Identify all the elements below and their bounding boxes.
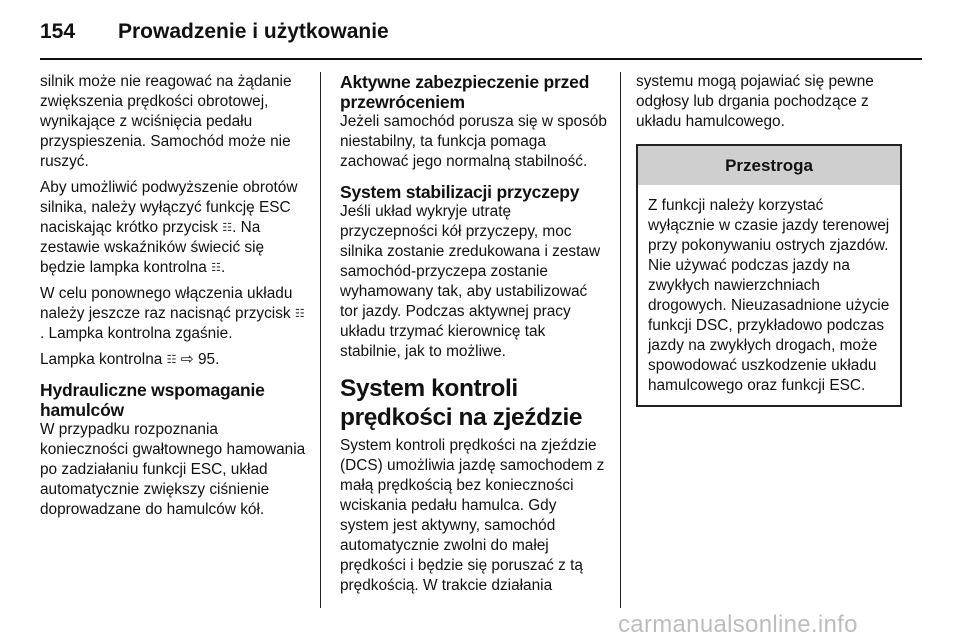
reference-arrow-icon: ⇨ (180, 351, 194, 368)
esc-off-icon: ☷ (211, 262, 221, 274)
paragraph: System kontroli prędkości na zjeździe (DCS) umożliwia jazdę samochodem z małą prędkością bez konieczności wciskania pedału hamulca. Gdy system jest aktywny, samochód automatycznie zwolni do małej prędkości i będzie się poruszać z tą prędkością. W trakcie działania (340, 437, 605, 594)
page-number: 154 (40, 20, 76, 43)
caution-box (636, 144, 902, 407)
paragraph: W przypadku rozpoznania konieczności gwałtownego hamowania po zadziałaniu funkcji ESC, układ automatycznie zwiększy ciśnienie doprowadzane do hamulców kół. (40, 421, 306, 518)
column-2 (340, 72, 608, 602)
watermark: carmanualsonline.info (618, 611, 858, 638)
column-divider (620, 72, 621, 608)
paragraph: Jeśli układ wykryje utratę przyczepności kół przyczepy, moc silnika zostanie zredukowana i zestaw samochód-przyczepa zostanie wyhamowany tak, aby ustabilizować tor jazdy. Podczas aktywnej pracy układu trzymać kierownicę tak stabilnie, jak to możliwe. (340, 203, 601, 360)
caution-text: Z funkcji należy korzystać wyłącznie w czasie jazdy terenowej przy pokonywaniu ostrych zjazdów. Nie używać podczas jazdy na zwykłych nawierzchniach drogowych. Nieuzasadnione użycie funkcji DSC, przykładowo podczas jazdy na zwykłych drogach, może spowodować uszkodzenie układu hamulcowego oraz funkcji ESC. (648, 197, 890, 394)
esc-off-icon: ☷ (222, 222, 233, 234)
chapter-heading: System kontroli prędkości na zjeździe (340, 375, 583, 431)
paragraph: silnik może nie reagować na żądanie zwiększenia prędkości obrotowej, wynikające z wciśnięcia pedału przyspieszenia. Samochód może nie ruszyć. (40, 73, 292, 170)
column-1 (40, 72, 308, 526)
column-divider (320, 72, 321, 608)
section-heading: Aktywne zabezpieczenie przed przewróceniem (340, 72, 590, 112)
esc-off-icon: ☷ (166, 354, 177, 366)
header-divider (40, 58, 922, 60)
paragraph: Jeżeli samochód porusza się w sposób niestabilny, ta funkcja pomaga zachować jego normalną stabilność. (340, 113, 607, 170)
caution-body (638, 185, 900, 405)
paragraph: systemu mogą pojawiać się pewne odgłosy lub drgania pochodzące z układu hamulcowego. (636, 73, 874, 130)
paragraph: Lampka kontrolna ☷ ⇨ 95. (40, 351, 220, 368)
section-heading: System stabilizacji przyczepy (340, 182, 580, 202)
section-heading: Hydrauliczne wspomaganie hamulców (40, 380, 265, 420)
caution-title: Przestroga (638, 146, 900, 185)
page-header (40, 14, 920, 54)
chapter-title: Prowadzenie i użytkowanie (118, 20, 389, 43)
paragraph: Aby umożliwić podwyższenie obrotów silnika, należy wyłączyć funkcję ESC naciskając krótko przycisk ☷. Na zestawie wskaźników świecić się będzie lampka kontrolna ☷. (40, 179, 298, 276)
paragraph: W celu ponownego włączenia układu należy jeszcze raz nacisnąć przycisk ☷. Lampka kontrolna zgaśnie. (40, 285, 305, 342)
column-3 (636, 72, 902, 407)
esc-off-icon: ☷ (294, 308, 305, 320)
page-reference[interactable]: 95. (197, 351, 220, 368)
